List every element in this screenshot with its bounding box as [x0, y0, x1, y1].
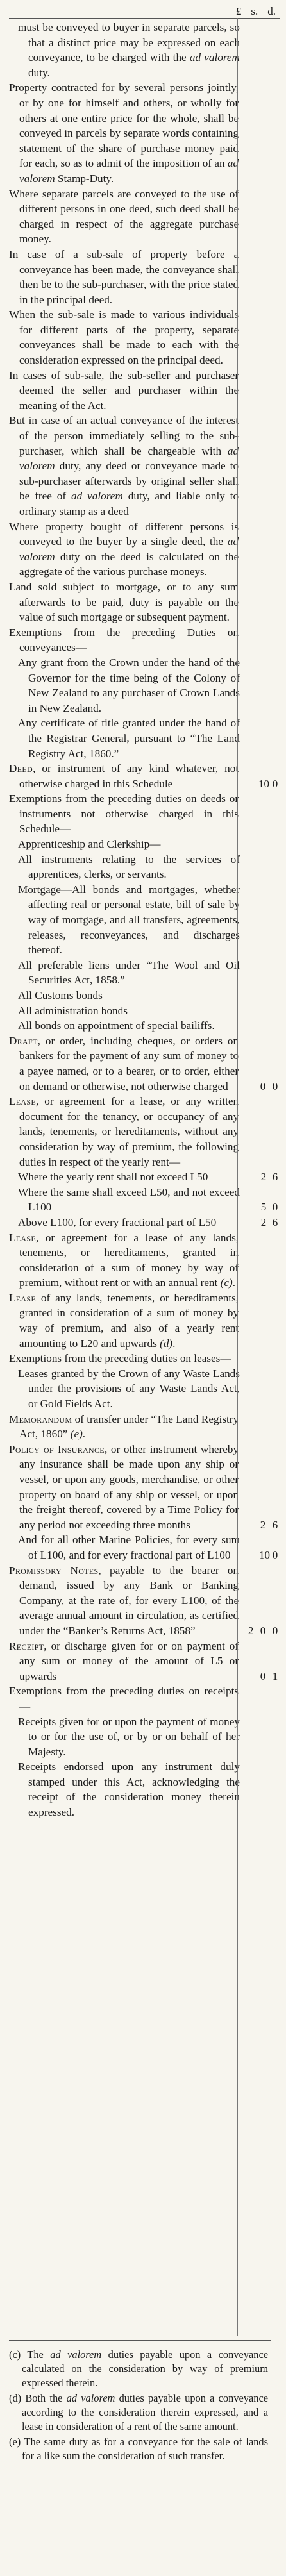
amount-pence: 6 [272, 1216, 278, 1228]
entry-amount [240, 1169, 280, 1185]
schedule-entry [9, 307, 280, 367]
amount-pence: 6 [272, 1518, 278, 1531]
schedule-entry [9, 20, 280, 80]
entry-text: Any grant from the Crown under the hand of the Governor for the time being of the Colony of New Zealand to any purchaser of Crown Lands in New Zealand. [18, 656, 240, 714]
schedule-entry [9, 247, 280, 307]
schedule-entry [9, 1366, 280, 1412]
amount-pence: 1 [272, 1669, 278, 1682]
entry-text: Lease of any lands, tenements, or hereditaments, granted in consideration of a sum of money by way of premium, and also of a yearly rent amounting to L20 and upwards (d). [9, 1291, 239, 1350]
schedule-entry [9, 1759, 280, 1819]
entry-text: Mortgage—All bonds and mortgages, whether affecting real or personal estate, bill of sale by way of mortgage, and all transfers, agreements, releases, reconveyances, and discharges thereof. [18, 883, 240, 957]
entry-text: Property contracted for by several persons jointly, or by one for himself and others, or wholly for others at one entire price for the whole, shall be conveyed in parcels by separate words containing statement of the share of purchase money paid for each, so as to admit of the imposition of an ad valorem Stamp-Duty. [9, 81, 239, 185]
entry-text: Exemptions from the preceding duties on receipts— [9, 1685, 239, 1712]
schedule-entry [9, 715, 280, 761]
entry-text: Exemptions from the preceding duties on leases— [9, 1352, 231, 1365]
schedule-entry [9, 187, 280, 247]
amount-pounds [248, 1200, 257, 1215]
entry-text: Receipts endorsed upon any instrument duly stamped under this Act, acknowledging the receipt of the consideration money therein expressed. [18, 1761, 240, 1819]
entry-text: All preferable liens under “The Wool and Oil Securities Act, 1858.” [18, 958, 240, 987]
entry-text: In case of a sub-sale of property before a conveyance has been made, the conveyance shall then be to the sub-purchaser, with the price stated in the principal deed. [9, 247, 239, 306]
entry-text: Where separate parcels are conveyed to the use of different persons in one deed, such deed shall be charged in respect of the aggregate purchase money. [9, 187, 239, 246]
entry-amount [240, 1548, 280, 1563]
amount-shillings: 10 [258, 1548, 270, 1561]
entry-text: Exemptions from the preceding Duties on conveyances— [9, 626, 239, 654]
entry-text: And for all other Marine Policies, for every sum of L100, and for every fractional part of L100 [18, 1534, 240, 1561]
schedule-entry [9, 1230, 280, 1291]
schedule-entry [9, 1215, 280, 1230]
pence-heading: d. [267, 5, 276, 17]
entry-text: Receipts given for or upon the payment of money to or for the use of, or by or on behalf of her Majesty. [18, 1715, 240, 1758]
amount-shillings: 5 [260, 1201, 267, 1214]
schedule-entry [9, 1714, 280, 1760]
entry-text: Receipt, or discharge given for or on payment of any sum or money of the amount of L5 or upwards [9, 1639, 239, 1682]
amount-pence: 0 [272, 1201, 278, 1214]
entry-text: Policy of Insurance, or other instrument whereby any insurance shall be made upon any ship or vessel, or upon any goods, merchandise, or other property on board of any ship or vessel, or upon the freight thereof, covered by a Time Policy for any period not exceeding three months [9, 1443, 239, 1531]
schedule-entry [9, 1639, 280, 1684]
pound-heading: £ [235, 5, 242, 17]
entry-text: Where the same shall exceed L50, and not exceed L100 [18, 1185, 240, 1214]
amount-pounds [246, 776, 255, 792]
amount-pence: 0 [272, 1080, 278, 1092]
entry-amount [240, 1200, 280, 1215]
entry-amount [239, 1623, 280, 1639]
entry-text: Promissory Notes, payable to the bearer on demand, issued by any Bank or Banking Company, at the rate of, for every L100, of the average annual amount in circulation, as certified under the “Banker’s Returns Act, 1858” [9, 1564, 239, 1637]
entry-amount [240, 1215, 280, 1230]
entry-text: In cases of sub-sale, the sub-seller and purchaser deemed the seller and purchaser within the meaning of the Act. [9, 369, 239, 412]
schedule-entry [9, 882, 280, 958]
schedule-entry [9, 852, 280, 882]
schedule-entry [9, 1033, 280, 1094]
entry-text: Apprenticeship and Clerkship— [18, 838, 161, 851]
amount-shillings: 2 [260, 1518, 266, 1531]
schedule-entry [9, 1291, 280, 1351]
entry-text: When the sub-sale is made to various individuals for different parts of the property, separate conveyances shall be made to each with the consideration expressed on the principal deed. [9, 308, 239, 367]
footnote: (c) The ad valorem duties payable upon a conveyance calculated on the consideration by way of premium expressed therein. [9, 2348, 269, 2389]
entry-amount [239, 776, 280, 792]
schedule-entry [9, 1003, 280, 1019]
schedule-entry [9, 625, 280, 655]
footnote: (e) The same duty as for a conveyance for the sale of lands for a like sum the consideration of such transfer. [9, 2436, 268, 2462]
entry-text: All Customs bonds [18, 989, 103, 1001]
schedule-entry [9, 413, 280, 519]
entry-text: All administration bonds [18, 1004, 128, 1017]
entry-text: Exemptions from the preceding duties on deeds or instruments not otherwise charged in this Schedule— [9, 792, 239, 835]
schedule-entry [9, 655, 280, 715]
amount-pounds [246, 1518, 255, 1533]
schedule-entry [9, 1684, 280, 1714]
amount-pence: 0 [272, 1548, 278, 1561]
schedule-entry [9, 988, 280, 1003]
footnote: (d) Both the ad valorem duties payable upon a conveyance according to the consideration therein expressed, and a lease in consideration of a rent of the same amount. [9, 2392, 269, 2432]
schedule-entry [9, 80, 280, 186]
entry-text: Land sold subject to mortgage, or to any sum afterwards to be paid, duty is payable on the value of such mortgage or subsequent payment. [9, 580, 239, 624]
entry-text: Memorandum of transfer under “The Land Registry Act, 1860” (e). [9, 1412, 239, 1441]
amount-column-rule [237, 18, 238, 2336]
entry-text: Lease, or agreement for a lease of any lands, tenements, or hereditaments, granted in consideration of a sum of money by way of premium, without rent or with an annual rent (c). [9, 1231, 239, 1289]
amount-shillings: 0 [260, 1669, 266, 1682]
entry-text: Any certificate of title granted under the hand of the Registrar General, pursuant to “The Land Registry Act, 1860.” [18, 717, 240, 760]
entry-amount [239, 1079, 280, 1094]
amount-pounds [246, 1079, 255, 1094]
footnotes [9, 2348, 268, 2464]
amount-pounds: 2 [248, 1624, 254, 1637]
schedule-entry [9, 1442, 280, 1533]
entry-text: Lease, or agreement for a lease, or any written document for the tenancy, or occupancy of any lands, tenements, or hereditaments, without any consideration by way of premium, the following duties in respect of the yearly rent— [9, 1095, 239, 1168]
amount-pence: 0 [272, 1624, 278, 1637]
schedule-entry [9, 958, 280, 988]
entry-amount [239, 1669, 280, 1684]
amount-shillings: 0 [260, 1624, 266, 1637]
amount-pounds [248, 1169, 257, 1185]
footnote-rule [9, 2340, 271, 2341]
entry-text: Where the yearly rent shall not exceed L50 [18, 1171, 208, 1183]
schedule-entry [9, 1185, 280, 1215]
schedule-entry [9, 1018, 280, 1033]
amount-shillings: 2 [260, 1216, 267, 1228]
entry-text: Above L100, for every fractional part of L50 [18, 1216, 217, 1228]
schedule-entry [9, 761, 280, 791]
schedule-entry [9, 1563, 280, 1639]
schedule-entry [9, 1351, 280, 1366]
amount-shillings: 0 [260, 1080, 266, 1092]
amount-pounds [248, 1548, 257, 1563]
schedule-entry [9, 1532, 280, 1562]
schedule-entry [9, 1169, 280, 1185]
amount-shillings: 2 [260, 1171, 267, 1183]
entry-amount [239, 1518, 280, 1533]
schedule-entry [9, 580, 280, 625]
schedule-entry [9, 1094, 280, 1169]
amount-pounds [248, 1215, 257, 1230]
amount-pence: 6 [272, 1171, 278, 1183]
entry-text: But in case of an actual conveyance of the interest of the person immediately selling to the sub-purchaser, which shall be chargeable with ad valorem duty, any deed or conveyance made to sub-purchaser afterwards by original seller shall be free of ad valorem duty, and liable only to ordinary stamp as a deed [9, 414, 239, 517]
entry-text: Deed, or instrument of any kind whatever, not otherwise charged in this Schedule [9, 762, 239, 790]
amount-shillings: 10 [258, 777, 270, 790]
entry-text: Leases granted by the Crown of any Waste Lands under the provisions of any Waste Lands Act, or Gold Fields Act. [18, 1367, 240, 1410]
schedule-entry [9, 519, 280, 580]
column-header [9, 5, 280, 19]
entry-text: All bonds on appointment of special bailiffs. [18, 1019, 215, 1032]
schedule-entry [9, 837, 280, 852]
shilling-heading: s. [251, 5, 258, 17]
schedule-entries [9, 20, 280, 1820]
amount-pence: 0 [272, 777, 278, 790]
entry-text: Draft, or order, including cheques, or orders on bankers for the payment of any sum of money to a payee named, or to a bearer, or to order, either on demand or otherwise, not otherwise charged [9, 1034, 239, 1092]
entry-text: All instruments relating to the services of apprentices, clerks, or servants. [18, 853, 240, 881]
entry-text: Where property bought of different persons is conveyed to the buyer by a single deed, the ad valorem duty on the deed is calculated on the aggregate of the various purchase moneys. [9, 520, 239, 578]
entry-text: must be conveyed to buyer in separate parcels, so that a distinct price may be expressed on each conveyance, to be charged with the ad valorem duty. [18, 21, 240, 79]
schedule-entry [9, 791, 280, 837]
schedule-entry [9, 368, 280, 414]
amount-pounds [246, 1669, 255, 1684]
schedule-entry [9, 1412, 280, 1442]
